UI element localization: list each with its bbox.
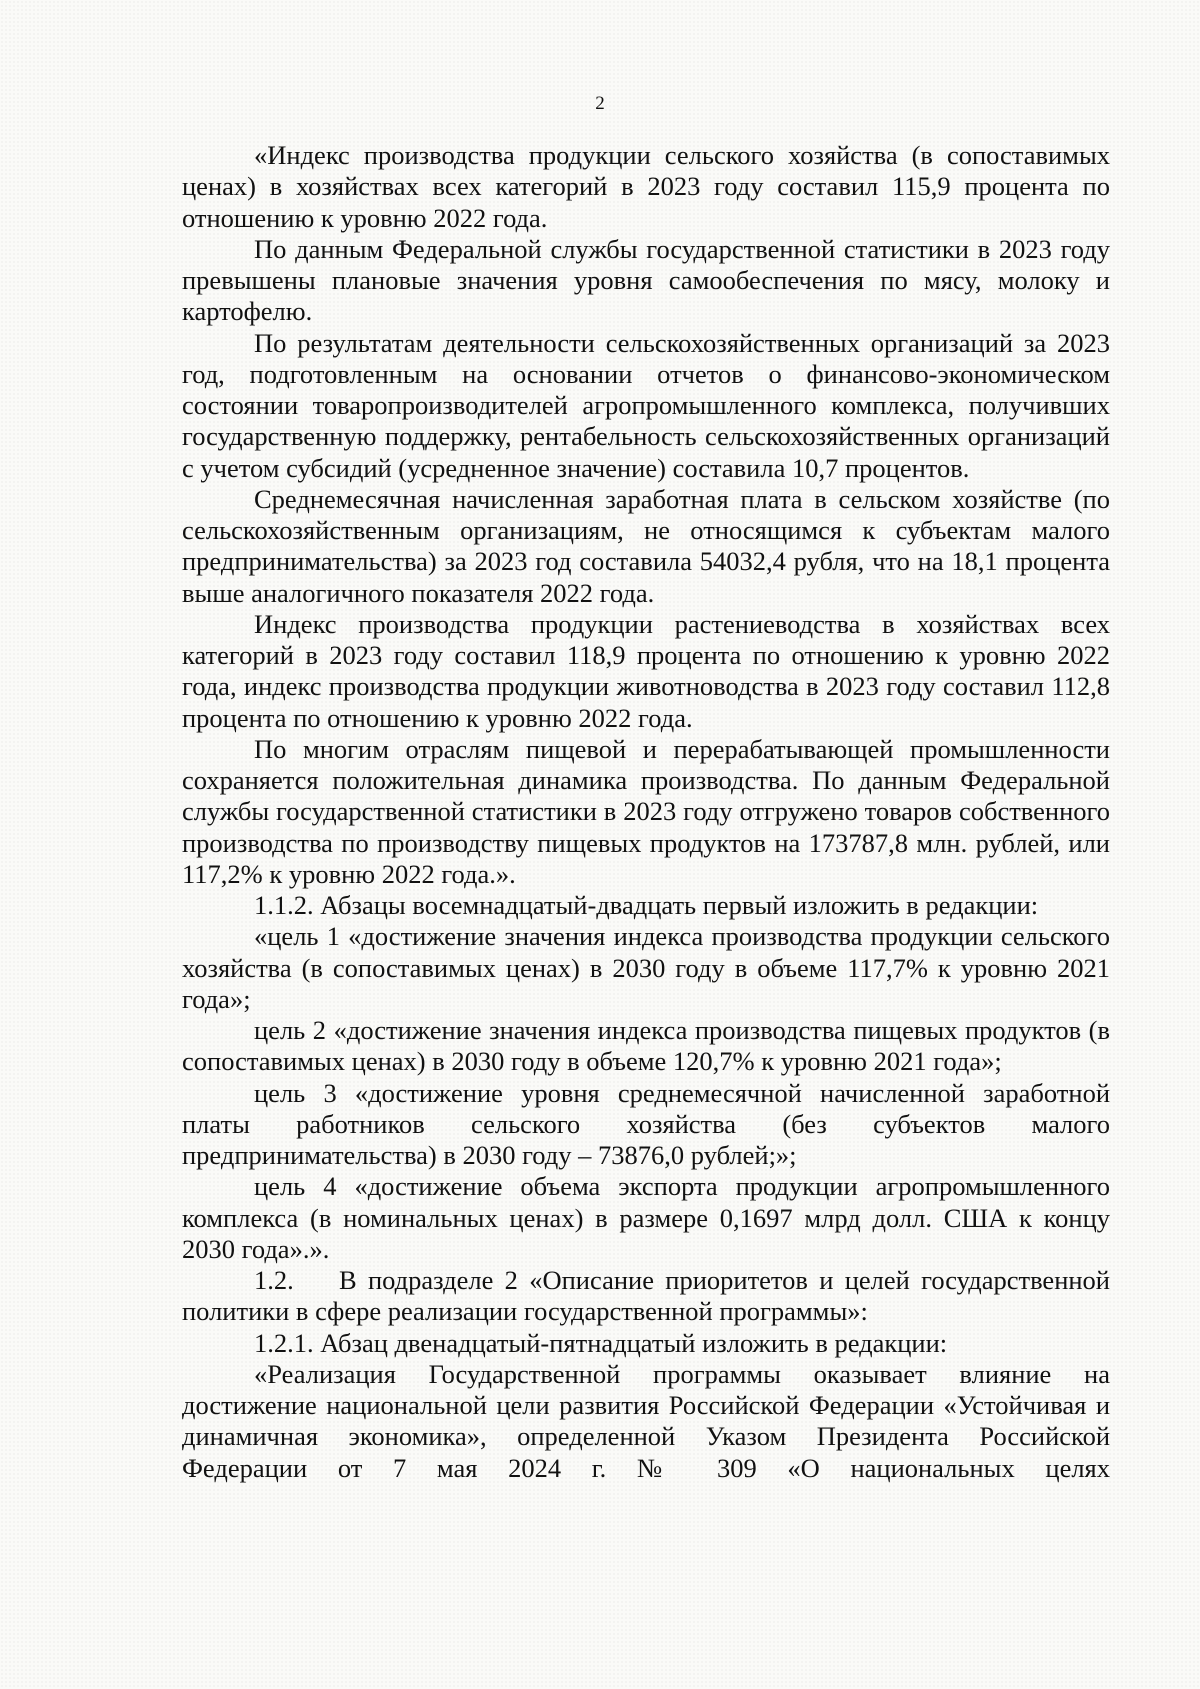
paragraph: Индекс производства продукции растениеводства в хозяйствах всех категорий в 2023 году составил 118,9 процента по отношению к уровню 2022 года, индекс производства продукции животноводства в 2023 году составил 112,8 процента по отношению к уровню 2022 года. <box>182 608 1110 733</box>
paragraph: По результатам деятельности сельскохозяйственных организаций за 2023 год, подготовленным на основании отчетов о финансово-экономическом состоянии товаропроизводителей агропромышленного комплекса, получивших государственную поддержку, рентабельность сельскохозяйственных организаций с учетом субсидий (усредненное значение) составила 10,7 процентов. <box>182 327 1110 483</box>
paragraph: По данным Федеральной службы государственной статистики в 2023 году превышены плановые значения уровня самообеспечения по мясу, молоку и картофелю. <box>182 233 1110 327</box>
paragraph: По многим отраслям пищевой и перерабатывающей промышленности сохраняется положительная динамика производства. По данным Федеральной службы государственной статистики в 2023 году отгружено товаров собственного производства по производству пищевых продуктов на 173787,8 млн. рублей, или 117,2% к уровню 2022 года.». <box>182 733 1110 889</box>
paragraph: «Индекс производства продукции сельского хозяйства (в сопоставимых ценах) в хозяйствах всех категорий в 2023 году составил 115,9 процента по отношению к уровню 2022 года. <box>182 140 1110 233</box>
page-number: 2 <box>595 93 605 114</box>
paragraph: 1.2. В подразделе 2 «Описание приоритетов и целей государственной политики в сфере реализации государственной программы»: <box>182 1265 1117 1327</box>
document-body <box>182 140 1117 1484</box>
paragraph: цель 3 «достижение уровня среднемесячной начисленной заработной платы работников сельского хозяйства (без субъектов малого предпринимательства) в 2030 году – 73876,0 рублей;»; <box>182 1077 1110 1170</box>
paragraph: «Реализация Государственной программы оказывает влияние на достижение национальной цели развития Российской Федерации «Устойчивая и динамичная экономика», определенной Указом Президента Российской Федерации от 7 мая 2024 г. № 309 «О национальных целях <box>182 1358 1110 1483</box>
paragraph: «цель 1 «достижение значения индекса производства продукции сельского хозяйства (в сопоставимых ценах) в 2030 году в объеме 117,7% к уровню 2021 года»; <box>182 921 1110 1014</box>
paragraph: цель 4 «достижение объема экспорта продукции агропромышленного комплекса (в номинальных ценах) в размере 0,1697 млрд долл. США к концу 2030 года».». <box>182 1171 1110 1264</box>
paragraph: 1.2.1. Абзац двенадцатый-пятнадцатый изложить в редакции: <box>254 1327 948 1358</box>
paragraph: Среднемесячная начисленная заработная плата в сельском хозяйстве (по сельскохозяйственным организациям, не относящимся к субъектам малого предпринимательства) за 2023 год составила 54032,4 рубля, что на 18,1 процента выше аналогичного показателя 2022 года. <box>182 483 1110 608</box>
paragraph: 1.1.2. Абзацы восемнадцатый-двадцать первый изложить в редакции: <box>254 890 1039 920</box>
paragraph: цель 2 «достижение значения индекса производства пищевых продуктов (в сопоставимых ценах) в 2030 году в объеме 120,7% к уровню 2021 года»; <box>182 1015 1110 1077</box>
